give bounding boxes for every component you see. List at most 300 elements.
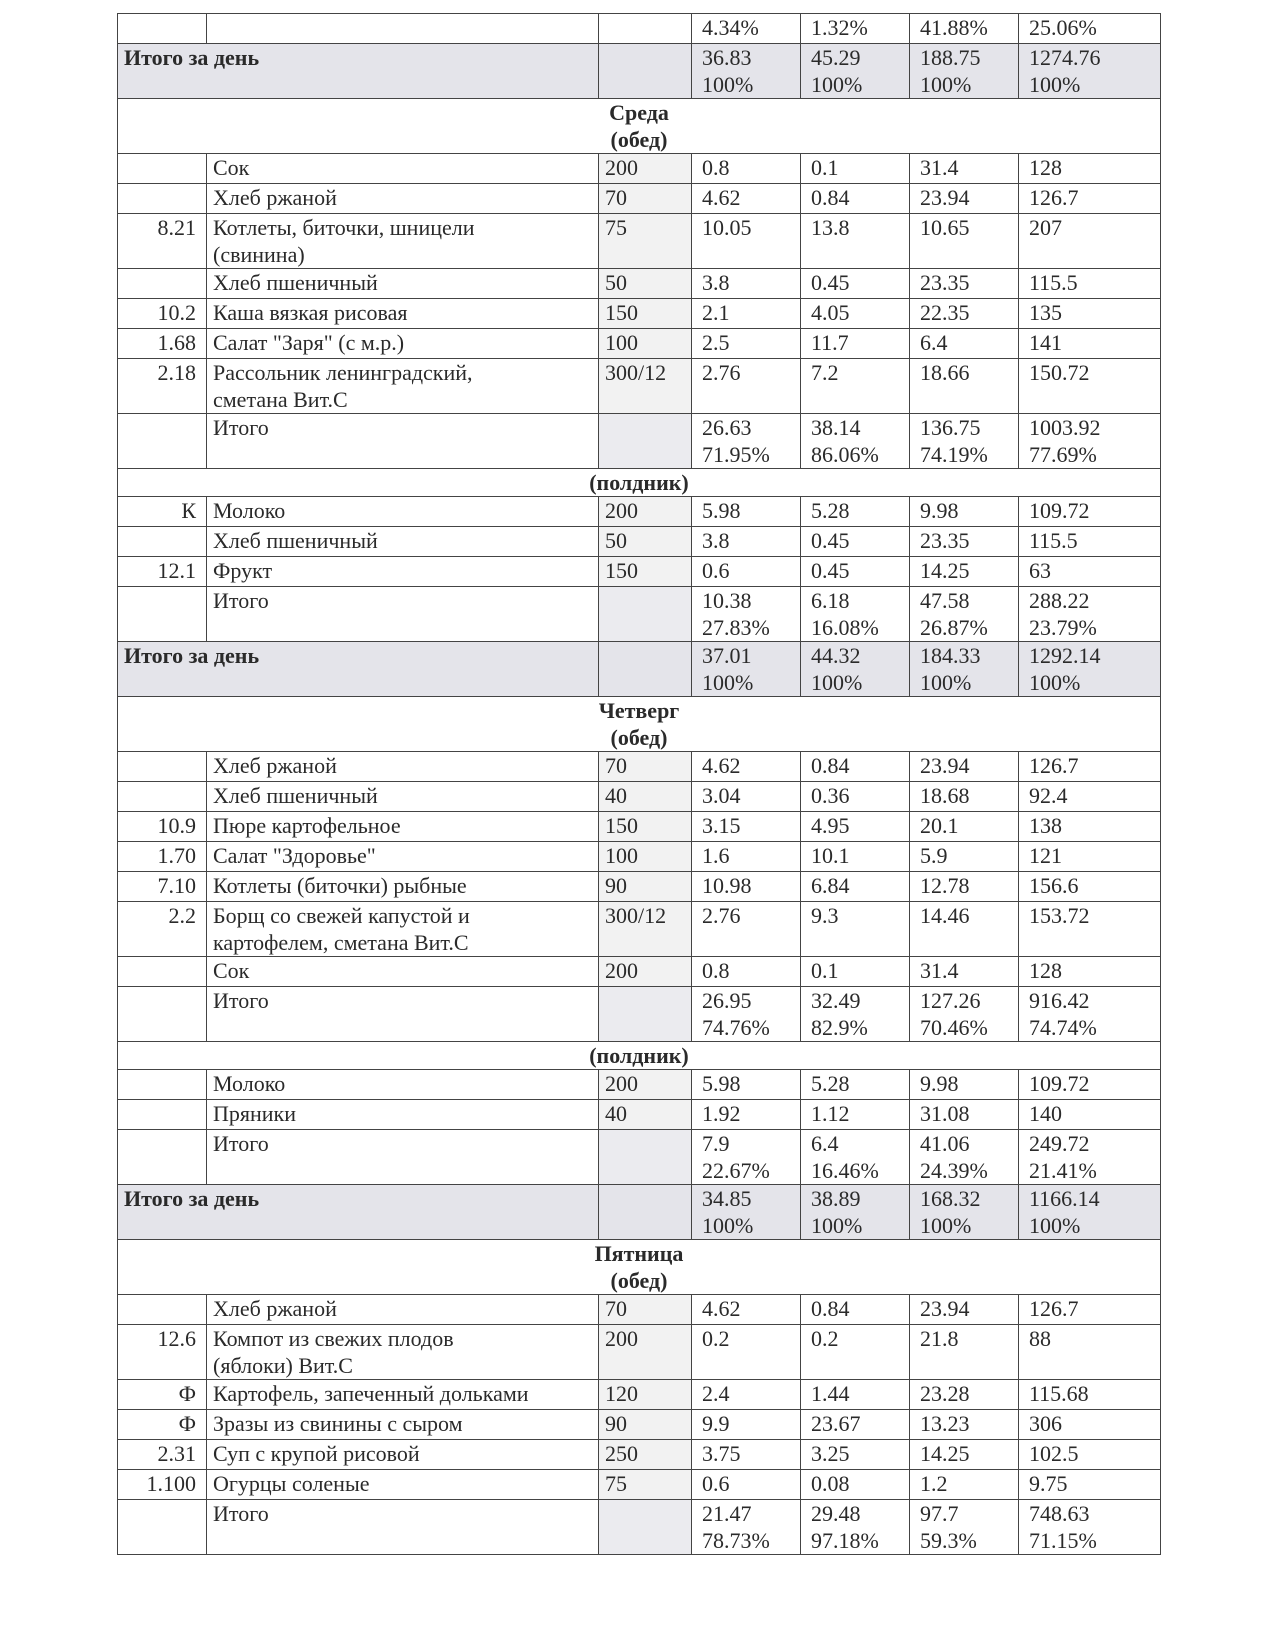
section-title <box>118 1240 1161 1295</box>
value-cell <box>910 1130 1019 1185</box>
item-quantity: 75 <box>599 1470 692 1500</box>
day-total-label: Итого за день <box>118 642 599 697</box>
value-cell: 9.9 <box>692 1410 801 1440</box>
value-cell: 23.67 <box>801 1410 910 1440</box>
value-cell-line: 136.75 <box>920 415 981 440</box>
value-cell: 5.98 <box>692 1070 801 1100</box>
value-cell: 20.1 <box>910 812 1019 842</box>
value-cell: 0.36 <box>801 782 910 812</box>
value-cell <box>1019 587 1161 642</box>
value-cell-line: 6.4 <box>811 1131 839 1156</box>
value-cell <box>801 1185 910 1240</box>
item-quantity: 40 <box>599 1100 692 1130</box>
section-title <box>118 1042 1161 1070</box>
value-cell <box>910 642 1019 697</box>
empty-cell <box>118 414 207 469</box>
value-cell: 0.45 <box>801 527 910 557</box>
value-cell-line: 44.32 <box>811 643 861 668</box>
item-code <box>118 752 207 782</box>
value-cell-line: 59.3% <box>920 1528 977 1553</box>
value-cell: 14.25 <box>910 1440 1019 1470</box>
subtotal-row <box>118 1130 1161 1185</box>
value-cell: 5.28 <box>801 497 910 527</box>
value-cell: 3.04 <box>692 782 801 812</box>
day-total-label: Итого за день <box>118 1185 599 1240</box>
item-code: 12.1 <box>118 557 207 587</box>
value-cell-line: 97.7 <box>920 1501 959 1526</box>
item-name-line: Компот из свежих плодов <box>213 1326 454 1351</box>
item-name-line: картофелем, сметана Вит.С <box>213 930 469 955</box>
value-cell: 92.4 <box>1019 782 1161 812</box>
value-cell <box>910 1500 1019 1555</box>
value-cell-line: 100% <box>811 670 863 695</box>
value-cell <box>801 642 910 697</box>
item-quantity: 200 <box>599 957 692 987</box>
item-name-line: Хлеб ржаной <box>213 753 337 778</box>
item-name-line: Салат "Здоровье" <box>213 843 376 868</box>
food-row <box>118 527 1161 557</box>
item-code <box>118 1070 207 1100</box>
item-code <box>118 782 207 812</box>
value-cell <box>692 1500 801 1555</box>
value-cell: 3.75 <box>692 1440 801 1470</box>
value-cell-line: 100% <box>702 1213 754 1238</box>
item-name <box>207 1070 599 1100</box>
item-name-line: Хлеб пшеничный <box>213 783 378 808</box>
value-cell: 13.8 <box>801 214 910 269</box>
value-cell: 141 <box>1019 329 1161 359</box>
item-name-line: Пюре картофельное <box>213 813 401 838</box>
item-name <box>207 752 599 782</box>
item-name <box>207 1100 599 1130</box>
value-cell: 3.8 <box>692 269 801 299</box>
item-quantity: 100 <box>599 329 692 359</box>
value-cell: 21.8 <box>910 1325 1019 1380</box>
value-cell: 1.92 <box>692 1100 801 1130</box>
value-cell: 5.98 <box>692 497 801 527</box>
value-cell-line: 36.83 <box>702 45 752 70</box>
value-cell-line: 74.19% <box>920 442 988 467</box>
item-name-line: Хлеб пшеничный <box>213 270 378 295</box>
value-cell: 23.35 <box>910 269 1019 299</box>
food-row <box>118 269 1161 299</box>
empty-cell <box>599 1130 692 1185</box>
item-name <box>207 557 599 587</box>
item-quantity: 250 <box>599 1440 692 1470</box>
item-quantity: 90 <box>599 1410 692 1440</box>
value-cell: 14.46 <box>910 902 1019 957</box>
value-cell-line: 70.46% <box>920 1015 988 1040</box>
item-name-line: (яблоки) Вит.С <box>213 1353 353 1378</box>
value-cell-line: 100% <box>920 72 972 97</box>
item-code <box>118 269 207 299</box>
value-cell-line: 47.58 <box>920 588 970 613</box>
item-name-line: Сок <box>213 958 250 983</box>
value-cell-line: 97.18% <box>811 1528 879 1553</box>
value-cell-line: 16.08% <box>811 615 879 640</box>
empty-cell <box>118 987 207 1042</box>
value-cell <box>1019 1185 1161 1240</box>
meal-name: (полдник) <box>589 1043 689 1068</box>
value-cell: 150.72 <box>1019 359 1161 414</box>
item-code: 2.18 <box>118 359 207 414</box>
item-quantity: 150 <box>599 812 692 842</box>
food-row <box>118 1070 1161 1100</box>
value-cell-line: 45.29 <box>811 45 861 70</box>
item-quantity: 40 <box>599 782 692 812</box>
item-code <box>118 1295 207 1325</box>
value-cell-line: 188.75 <box>920 45 981 70</box>
food-row <box>118 1380 1161 1410</box>
item-name <box>207 184 599 214</box>
empty-cell <box>599 1185 692 1240</box>
value-cell: 3.25 <box>801 1440 910 1470</box>
item-quantity: 70 <box>599 752 692 782</box>
value-cell <box>801 14 910 44</box>
value-cell: 306 <box>1019 1410 1161 1440</box>
value-cell <box>910 987 1019 1042</box>
item-quantity: 150 <box>599 299 692 329</box>
section-header <box>118 1240 1161 1295</box>
item-quantity: 50 <box>599 527 692 557</box>
value-cell-line: 100% <box>1029 1213 1081 1238</box>
value-cell-line: 21.47 <box>702 1501 752 1526</box>
subtotal-row <box>118 987 1161 1042</box>
value-cell <box>1019 44 1161 99</box>
value-cell-line: 184.33 <box>920 643 981 668</box>
item-code <box>118 957 207 987</box>
value-cell: 2.1 <box>692 299 801 329</box>
item-name-line: (свинина) <box>213 242 305 267</box>
value-cell: 5.9 <box>910 842 1019 872</box>
value-cell: 11.7 <box>801 329 910 359</box>
item-name-line: Хлеб ржаной <box>213 1296 337 1321</box>
value-cell: 2.5 <box>692 329 801 359</box>
value-cell-line: 74.74% <box>1029 1015 1097 1040</box>
value-cell-line: 32.49 <box>811 988 861 1013</box>
empty-cell <box>118 587 207 642</box>
value-cell: 0.8 <box>692 154 801 184</box>
value-cell: 22.35 <box>910 299 1019 329</box>
value-cell: 18.66 <box>910 359 1019 414</box>
value-cell: 23.94 <box>910 184 1019 214</box>
item-name-line: Молоко <box>213 1071 286 1096</box>
empty-cell <box>207 14 599 44</box>
value-cell-line: 100% <box>811 1213 863 1238</box>
value-cell: 9.98 <box>910 1070 1019 1100</box>
value-cell-line: 38.89 <box>811 1186 861 1211</box>
empty-cell <box>599 14 692 44</box>
value-cell: 88 <box>1019 1325 1161 1380</box>
menu-document <box>117 13 1160 1555</box>
food-row <box>118 1470 1161 1500</box>
value-cell-line: 1003.92 <box>1029 415 1101 440</box>
subtotal-label: Итого <box>207 1500 599 1555</box>
value-cell <box>801 414 910 469</box>
value-cell: 10.05 <box>692 214 801 269</box>
value-cell: 109.72 <box>1019 497 1161 527</box>
meal-name: (обед) <box>610 725 668 750</box>
value-cell-line: 100% <box>920 670 972 695</box>
value-cell-line: 22.67% <box>702 1158 770 1183</box>
value-cell <box>801 44 910 99</box>
value-cell: 126.7 <box>1019 1295 1161 1325</box>
value-cell <box>692 414 801 469</box>
value-cell: 63 <box>1019 557 1161 587</box>
item-code: 1.70 <box>118 842 207 872</box>
value-cell: 128 <box>1019 154 1161 184</box>
item-quantity: 50 <box>599 269 692 299</box>
item-code: Ф <box>118 1380 207 1410</box>
value-cell-line: 86.06% <box>811 442 879 467</box>
value-cell: 126.7 <box>1019 184 1161 214</box>
item-name <box>207 329 599 359</box>
food-row <box>118 957 1161 987</box>
item-quantity: 120 <box>599 1380 692 1410</box>
item-name-line: Хлеб пшеничный <box>213 528 378 553</box>
value-cell: 23.35 <box>910 527 1019 557</box>
item-quantity: 70 <box>599 1295 692 1325</box>
item-name-line: Хлеб ржаной <box>213 185 337 210</box>
value-cell: 0.6 <box>692 557 801 587</box>
value-cell-line: 27.83% <box>702 615 770 640</box>
value-cell <box>692 1185 801 1240</box>
day-total-label: Итого за день <box>118 44 599 99</box>
value-cell: 4.05 <box>801 299 910 329</box>
food-row <box>118 782 1161 812</box>
value-cell-line: 38.14 <box>811 415 861 440</box>
item-quantity: 200 <box>599 1325 692 1380</box>
item-name-line: Каша вязкая рисовая <box>213 300 408 325</box>
item-code: 1.68 <box>118 329 207 359</box>
value-cell: 115.68 <box>1019 1380 1161 1410</box>
value-cell-line: 100% <box>1029 72 1081 97</box>
value-cell-line: 100% <box>702 670 754 695</box>
value-cell: 2.4 <box>692 1380 801 1410</box>
section-title <box>118 697 1161 752</box>
value-cell <box>801 587 910 642</box>
item-code: Ф <box>118 1410 207 1440</box>
value-cell-line: 100% <box>811 72 863 97</box>
item-name <box>207 359 599 414</box>
value-cell-line: 16.46% <box>811 1158 879 1183</box>
value-cell-line: 77.69% <box>1029 442 1097 467</box>
item-name <box>207 1410 599 1440</box>
value-cell <box>1019 642 1161 697</box>
item-name <box>207 1380 599 1410</box>
item-name <box>207 1470 599 1500</box>
value-cell: 3.8 <box>692 527 801 557</box>
value-cell: 18.68 <box>910 782 1019 812</box>
item-quantity: 90 <box>599 872 692 902</box>
item-quantity: 75 <box>599 214 692 269</box>
item-code: 1.100 <box>118 1470 207 1500</box>
value-cell-line: 6.18 <box>811 588 850 613</box>
empty-cell <box>599 587 692 642</box>
value-cell-line: 100% <box>1029 670 1081 695</box>
value-cell-line: 10.38 <box>702 588 752 613</box>
item-name-line: Котлеты (биточки) рыбные <box>213 873 467 898</box>
subtotal-label: Итого <box>207 987 599 1042</box>
item-name <box>207 957 599 987</box>
item-name <box>207 497 599 527</box>
item-name <box>207 269 599 299</box>
food-row <box>118 872 1161 902</box>
item-code <box>118 1100 207 1130</box>
item-name <box>207 782 599 812</box>
item-name-line: Зразы из свинины с сыром <box>213 1411 463 1436</box>
item-name-line: Суп с крупой рисовой <box>213 1441 420 1466</box>
value-cell: 1.2 <box>910 1470 1019 1500</box>
section-header <box>118 99 1161 154</box>
value-cell: 10.65 <box>910 214 1019 269</box>
food-row <box>118 1440 1161 1470</box>
item-name <box>207 902 599 957</box>
food-row <box>118 752 1161 782</box>
item-name <box>207 299 599 329</box>
empty-cell <box>118 1500 207 1555</box>
value-cell-line: 37.01 <box>702 643 752 668</box>
food-row <box>118 299 1161 329</box>
value-cell <box>1019 414 1161 469</box>
empty-cell <box>118 14 207 44</box>
food-row <box>118 184 1161 214</box>
item-name-line: сметана Вит.С <box>213 387 348 412</box>
value-cell: 0.2 <box>801 1325 910 1380</box>
value-cell: 6.4 <box>910 329 1019 359</box>
food-row <box>118 214 1161 269</box>
food-row <box>118 557 1161 587</box>
value-cell: 115.5 <box>1019 269 1161 299</box>
value-cell <box>1019 1130 1161 1185</box>
section-header <box>118 469 1161 497</box>
value-cell: 9.98 <box>910 497 1019 527</box>
item-code: 10.2 <box>118 299 207 329</box>
food-row <box>118 1325 1161 1380</box>
value-cell <box>692 1130 801 1185</box>
day-name: Среда <box>609 100 669 125</box>
food-row <box>118 1295 1161 1325</box>
item-name-line: Сок <box>213 155 250 180</box>
item-name-line: Рассольник ленинградский, <box>213 360 473 385</box>
value-cell: 7.2 <box>801 359 910 414</box>
value-cell-line: 288.22 <box>1029 588 1090 613</box>
value-cell: 12.78 <box>910 872 1019 902</box>
food-row <box>118 842 1161 872</box>
section-title <box>118 99 1161 154</box>
value-cell: 140 <box>1019 1100 1161 1130</box>
value-cell <box>801 1130 910 1185</box>
value-cell-line: 41.88% <box>920 15 988 40</box>
value-cell: 3.15 <box>692 812 801 842</box>
empty-cell <box>599 414 692 469</box>
value-cell-line: 916.42 <box>1029 988 1090 1013</box>
day-total-row <box>118 44 1161 99</box>
section-header <box>118 1042 1161 1070</box>
value-cell: 126.7 <box>1019 752 1161 782</box>
food-row <box>118 497 1161 527</box>
empty-cell <box>599 1500 692 1555</box>
item-name-line: Пряники <box>213 1101 297 1126</box>
value-cell <box>1019 14 1161 44</box>
subtotal-row <box>118 587 1161 642</box>
item-name <box>207 154 599 184</box>
value-cell: 153.72 <box>1019 902 1161 957</box>
item-name-line: Борщ со свежей капустой и <box>213 903 470 928</box>
item-code: 7.10 <box>118 872 207 902</box>
value-cell: 0.84 <box>801 184 910 214</box>
value-cell <box>1019 1500 1161 1555</box>
value-cell-line: 74.76% <box>702 1015 770 1040</box>
menu-table <box>117 13 1161 1555</box>
value-cell: 2.76 <box>692 902 801 957</box>
value-cell-line: 25.06% <box>1029 15 1097 40</box>
day-name: Четверг <box>598 698 680 723</box>
item-name-line: Огурцы соленые <box>213 1471 370 1496</box>
value-cell: 1.6 <box>692 842 801 872</box>
food-row <box>118 902 1161 957</box>
item-name <box>207 527 599 557</box>
value-cell-line: 1274.76 <box>1029 45 1101 70</box>
item-name <box>207 872 599 902</box>
value-cell: 9.3 <box>801 902 910 957</box>
value-cell <box>1019 987 1161 1042</box>
value-cell-line: 1166.14 <box>1029 1186 1100 1211</box>
value-cell: 0.6 <box>692 1470 801 1500</box>
value-cell-line: 127.26 <box>920 988 981 1013</box>
value-cell: 31.4 <box>910 154 1019 184</box>
value-cell: 4.62 <box>692 1295 801 1325</box>
meal-name: (обед) <box>610 1268 668 1293</box>
subtotal-row <box>118 1500 1161 1555</box>
value-cell-line: 78.73% <box>702 1528 770 1553</box>
value-cell <box>801 1500 910 1555</box>
value-cell: 9.75 <box>1019 1470 1161 1500</box>
food-row <box>118 154 1161 184</box>
value-cell-line: 26.87% <box>920 615 988 640</box>
value-cell: 0.84 <box>801 752 910 782</box>
value-cell <box>910 1185 1019 1240</box>
value-cell: 23.94 <box>910 1295 1019 1325</box>
value-cell: 5.28 <box>801 1070 910 1100</box>
subtotal-label: Итого <box>207 1130 599 1185</box>
day-total-row <box>118 642 1161 697</box>
item-quantity: 70 <box>599 184 692 214</box>
value-cell: 121 <box>1019 842 1161 872</box>
subtotal-label: Итого <box>207 414 599 469</box>
value-cell: 0.45 <box>801 557 910 587</box>
empty-cell <box>599 44 692 99</box>
empty-cell <box>599 642 692 697</box>
value-cell: 207 <box>1019 214 1161 269</box>
value-cell: 0.45 <box>801 269 910 299</box>
value-cell <box>910 14 1019 44</box>
value-cell: 10.98 <box>692 872 801 902</box>
item-quantity: 200 <box>599 1070 692 1100</box>
item-name <box>207 1440 599 1470</box>
item-quantity: 300/12 <box>599 359 692 414</box>
value-cell <box>692 44 801 99</box>
value-cell-line: 100% <box>702 72 754 97</box>
item-code <box>118 154 207 184</box>
value-cell-line: 24.39% <box>920 1158 988 1183</box>
item-quantity: 200 <box>599 154 692 184</box>
value-cell-line: 168.32 <box>920 1186 981 1211</box>
value-cell: 109.72 <box>1019 1070 1161 1100</box>
value-cell-line: 100% <box>920 1213 972 1238</box>
value-cell-line: 71.15% <box>1029 1528 1097 1553</box>
value-cell: 10.1 <box>801 842 910 872</box>
